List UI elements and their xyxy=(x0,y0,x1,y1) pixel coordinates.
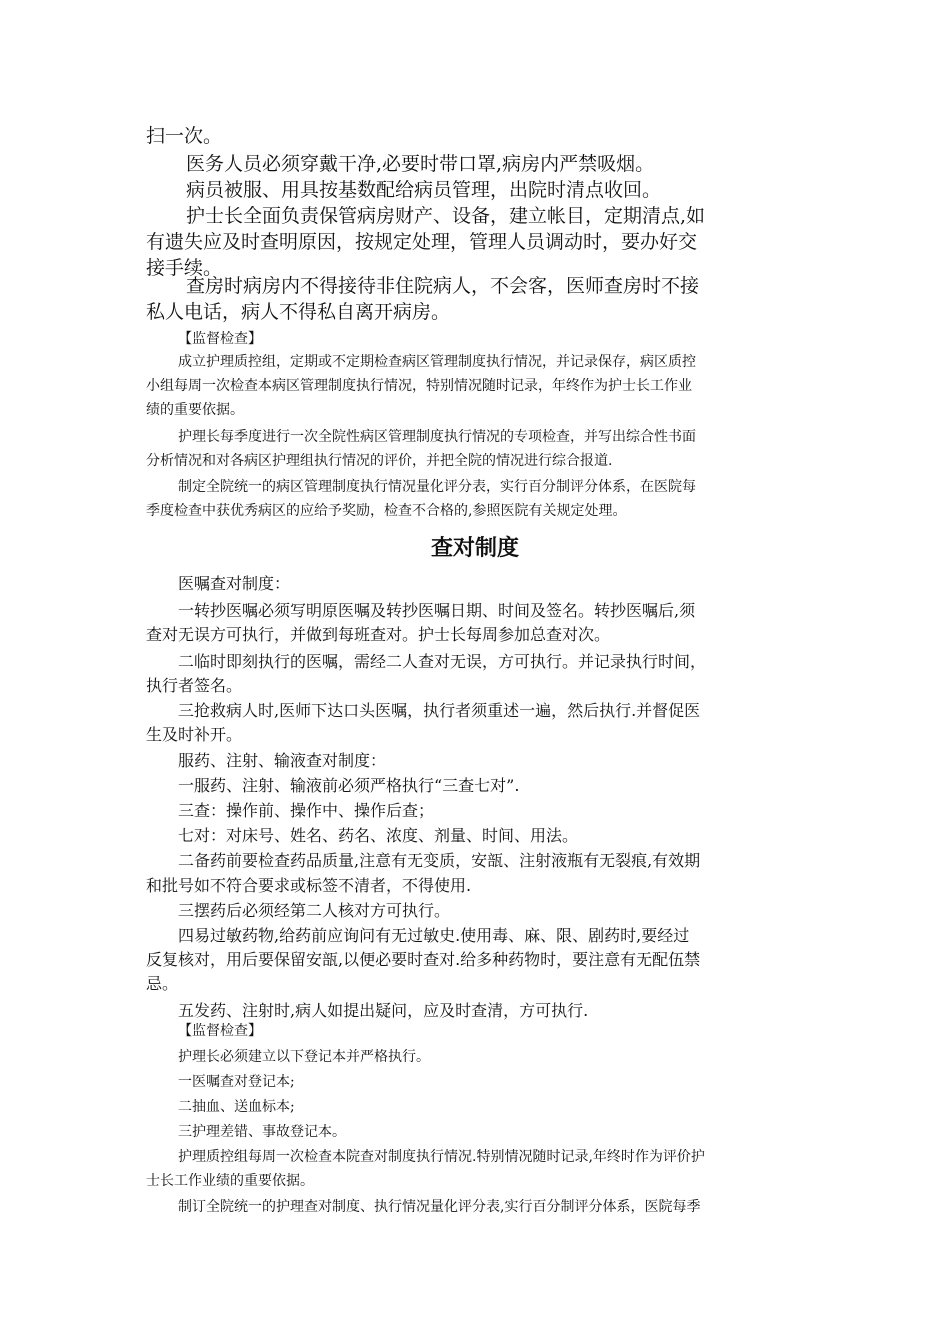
paragraph-line: 二抽血、送血标本; xyxy=(178,1099,295,1115)
paragraph-line: 查对无误方可执行，并做到每班查对。护士长每周参加总查对次。 xyxy=(146,625,611,644)
paragraph-line: 执行者签名。 xyxy=(146,676,243,695)
paragraph-line: 二备药前要检查药品质量,注意有无变质，安瓿、注射液瓶有无裂痕,有效期 xyxy=(178,851,701,870)
paragraph-line: 接手续。 xyxy=(146,257,223,279)
paragraph-line: 私人电话，病人不得私自离开病房。 xyxy=(146,301,451,323)
paragraph-line: 五发药、注射时,病人如提出疑问，应及时查清，方可执行. xyxy=(178,1001,589,1020)
paragraph-line: 绩的重要依据。 xyxy=(146,402,244,418)
paragraph-line: 护理质控组每周一次检查本院查对制度执行情况.特别情况随时记录,年终时作为评价护 xyxy=(178,1149,705,1165)
paragraph-line: 一医嘱查对登记本; xyxy=(178,1074,295,1090)
paragraph-line: 三护理差错、事故登记本。 xyxy=(178,1124,346,1140)
paragraph-line: 病员被服、用具按基数配给病员管理，出院时清点收回。 xyxy=(186,179,662,201)
paragraph-line: 三抢救病人时,医师下达口头医嘱，执行者须重述一遍，然后执行.并督促医 xyxy=(178,701,701,720)
paragraph-line: 护士长全面负责保管病房财产、设备，建立帐目，定期清点,如 xyxy=(186,205,706,227)
paragraph-line: 士长工作业绩的重要依据。 xyxy=(146,1173,314,1189)
paragraph-line: 服药、注射、输液查对制度： xyxy=(178,751,387,770)
paragraph-line: 制定全院统一的病区管理制度执行情况量化评分表，实行百分制评分体系，在医院每 xyxy=(178,479,696,495)
paragraph-line: 有遗失应及时查明原因，按规定处理，管理人员调动时，要办好交 xyxy=(146,231,698,253)
paragraph-line: 二临时即刻执行的医嘱，需经二人查对无误，方可执行。并记录执行时间， xyxy=(178,652,707,671)
paragraph-line: 扫一次。 xyxy=(146,125,223,147)
paragraph-line: 护理长必须建立以下登记本并严格执行。 xyxy=(178,1049,430,1065)
paragraph-line: 成立护理质控组，定期或不定期检查病区管理制度执行情况，并记录保存，病区质控 xyxy=(178,354,696,370)
paragraph-line: 三摆药后必须经第二人核对方可执行。 xyxy=(178,901,451,920)
paragraph-line: 一转抄医嘱必须写明原医嘱及转抄医嘱日期、时间及签名。转抄医嘱后,须 xyxy=(178,601,696,620)
paragraph-line: 小组每周一次检查本病区管理制度执行情况，特别情况随时记录，年终作为护士长工作业 xyxy=(146,378,692,394)
paragraph-line: 生及时补开。 xyxy=(146,725,243,744)
paragraph-line: 医务人员必须穿戴干净,必要时带口罩,病房内严禁吸烟。 xyxy=(186,153,655,175)
paragraph-line: 护理长每季度进行一次全院性病区管理制度执行情况的专项检查，并写出综合性书面 xyxy=(178,429,696,445)
paragraph-line: 医嘱查对制度： xyxy=(178,574,291,593)
paragraph-line: 和批号如不符合要求或标签不清者，不得使用. xyxy=(146,876,472,895)
paragraph-line: 反复核对，用后要保留安瓿,以便必要时查对.给多种药物时，要注意有无配伍禁 xyxy=(146,950,701,969)
paragraph-line: 制订全院统一的护理查对制度、执行情况量化评分表,实行百分制评分体系，医院每季 xyxy=(178,1199,701,1215)
paragraph-line: 分析情况和对各病区护理组执行情况的评价，并把全院的情况进行综合报道. xyxy=(146,453,613,469)
paragraph-line: 季度检查中获优秀病区的应给予奖励，检查不合格的,参照医院有关规定处理。 xyxy=(146,503,627,519)
paragraph-line: 三查：操作前、操作中、操作后查； xyxy=(178,801,435,820)
paragraph-line: 四易过敏药物,给药前应询问有无过敏史.使用毒、麻、限、剧药时,要经过 xyxy=(178,926,690,945)
section-title: 查对制度 xyxy=(430,536,519,561)
paragraph-line: 一服药、注射、输液前必须严格执行“三查七对”. xyxy=(178,776,520,795)
paragraph-line: 忌。 xyxy=(146,974,179,993)
section-label: 【监督检查】 xyxy=(178,331,262,347)
paragraph-line: 查房时病房内不得接待非住院病人，不会客，医师查房时不接 xyxy=(186,275,700,297)
paragraph-line: 七对：对床号、姓名、药名、浓度、剂量、时间、用法。 xyxy=(178,826,579,845)
section-label: 【监督检查】 xyxy=(178,1023,262,1039)
